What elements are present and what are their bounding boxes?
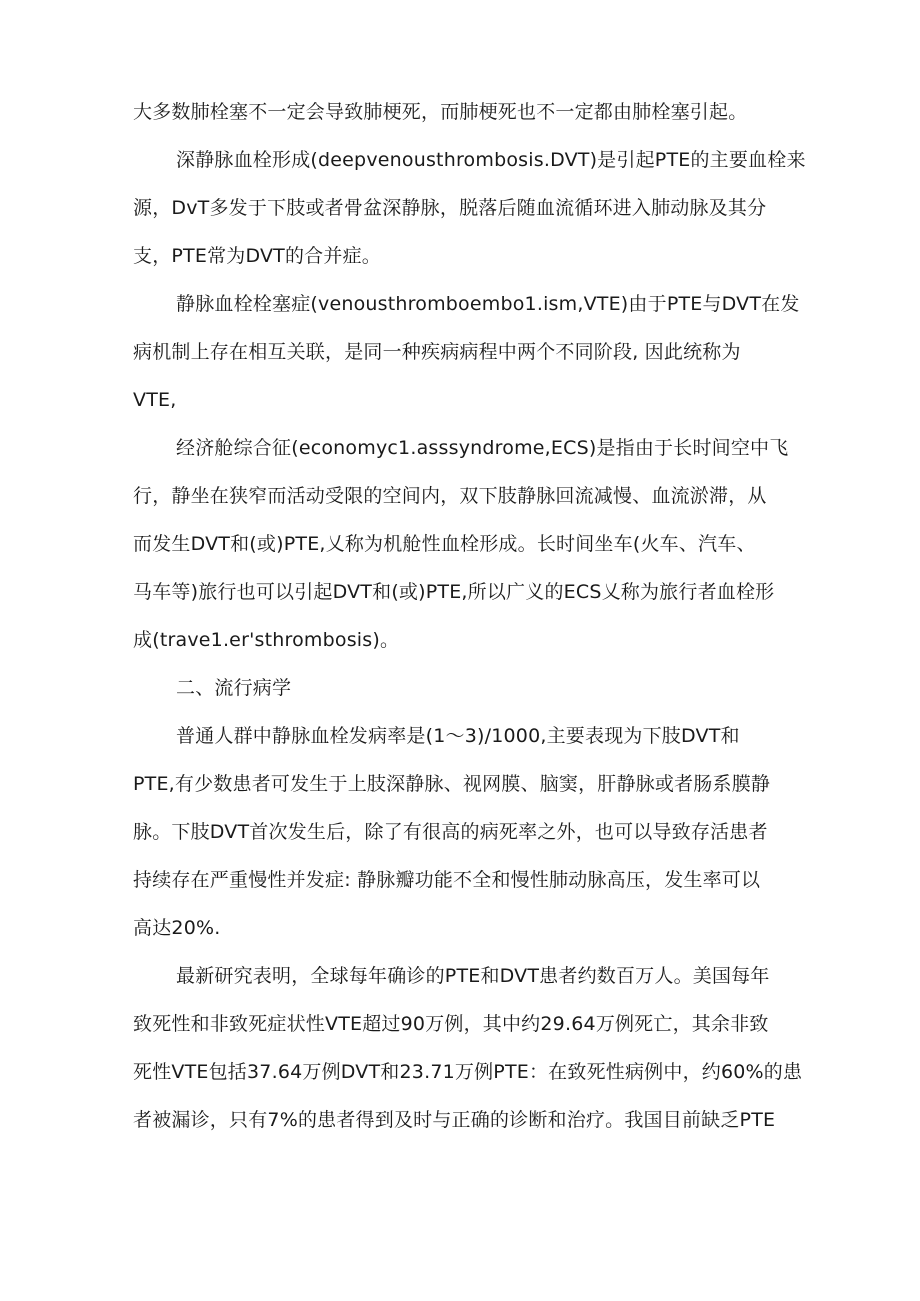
text-line: 大多数肺栓塞不一定会导致肺梗死，而肺梗死也不一定都由肺栓塞引起。 <box>133 101 748 123</box>
text-line: 病机制上存在相互关联，是同一种疾病病程中两个不同阶段, 因此统称为 <box>133 341 741 363</box>
text-line: 经济舱综合征(economyc1.asssyndrome,ECS)是指由于长时间空中飞 <box>176 437 789 459</box>
section-heading: 二、流行病学 <box>176 677 292 699</box>
text-line: VTE, <box>133 389 177 411</box>
text-line: 马车等)旅行也可以引起DVT和(或)PTE,所以广义的ECS乂称为旅行者血栓形 <box>133 581 775 603</box>
text-line: PTE,有少数患者可发生于上肢深静脉、视网膜、脑窦，肝静脉或者肠系膜静 <box>133 773 771 795</box>
text-line: 死性VTE包括37.64万例DVT和23.71万例PTE：在致死性病例中，约60%的患 <box>133 1061 803 1083</box>
text-line: 持续存在严重慢性并发症: 静脉瓣功能不全和慢性肺动脉高压，发生率可以 <box>133 869 761 891</box>
text-line: 者被漏诊，只有7%的患者得到及时与正确的诊断和治疗。我国目前缺乏PTE <box>133 1109 776 1131</box>
text-line: 深静脉血栓形成(deepvenousthrombosis.DVT)是引起PTE的主要血栓来 <box>176 149 806 171</box>
text-line: 支，PTE常为DVT的合并症。 <box>133 245 381 267</box>
text-line: 行，静坐在狭窄而活动受限的空间内，双下肢静脉回流减慢、血流淤滞，从 <box>133 485 767 507</box>
text-line: 而发生DVT和(或)PTE,乂称为机舱性血栓形成。长时间坐车(火车、汽车、 <box>133 533 756 555</box>
text-line: 源，DvT多发于下肢或者骨盆深静脉，脱落后随血流循环进入肺动脉及其分 <box>133 197 767 219</box>
text-line: 致死性和非致死症状性VTE超过90万例，其中约29.64万例死亡，其余非致 <box>133 1013 769 1035</box>
text-line: 成(trave1.er'sthrombosis)。 <box>133 629 400 651</box>
text-line: 静脉血栓栓塞症(venousthromboembo1.ism,VTE)由于PTE与DVT在发 <box>176 293 800 315</box>
text-line: 最新研究表明，全球每年确诊的PTE和DVT患者约数百万人。美国每年 <box>176 965 770 987</box>
text-line: 脉。下肢DVT首次发生后，除了有很高的病死率之外，也可以导致存活患者 <box>133 821 768 843</box>
text-line: 普通人群中静脉血栓发病率是(1〜3)/1000,主要表现为下肢DVT和 <box>176 725 740 747</box>
text-line: 高达20%. <box>133 917 221 939</box>
